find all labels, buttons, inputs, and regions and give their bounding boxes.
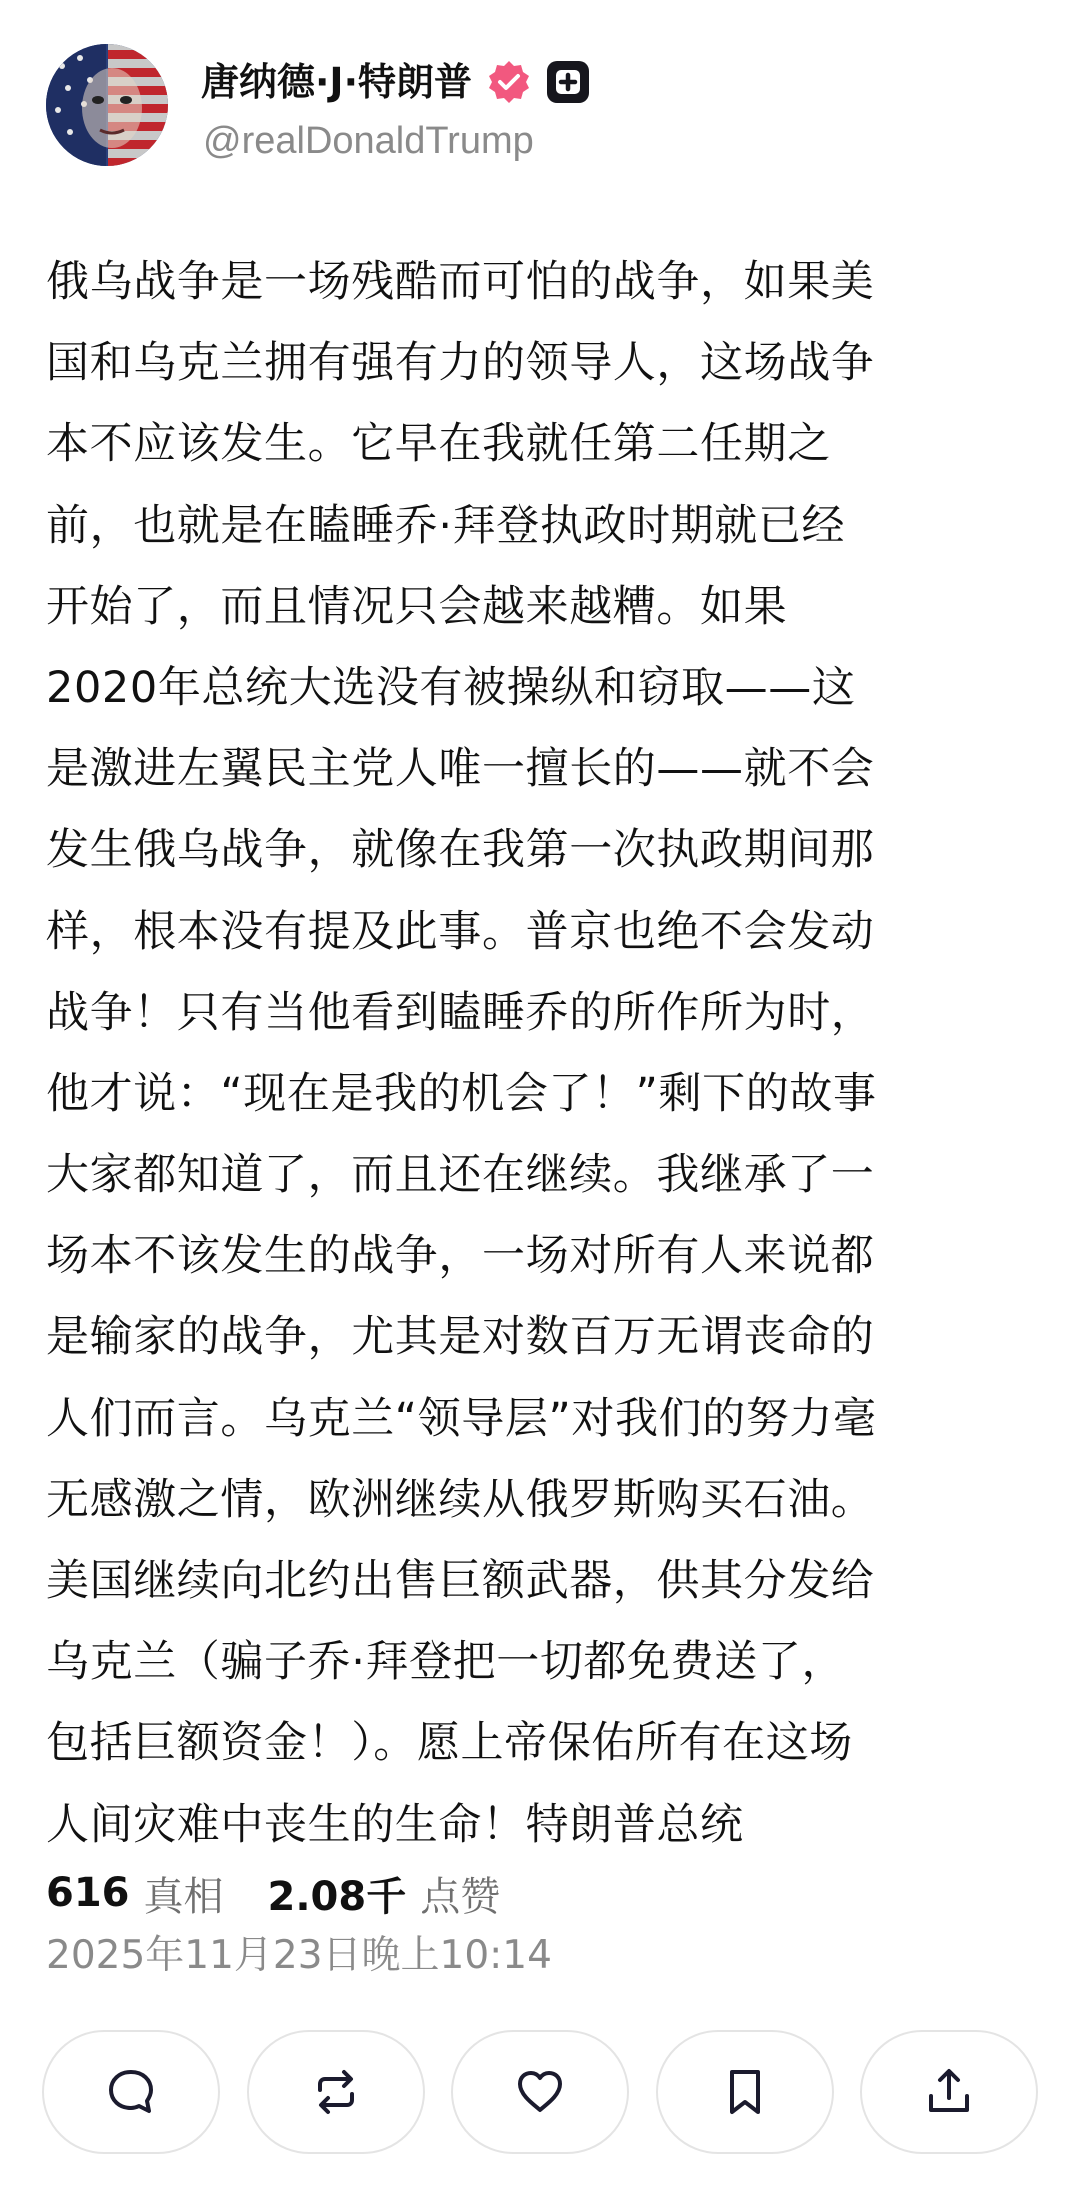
- post-text-line: 包括巨额资金！）。愿上帝保佑所有在这场: [46, 1718, 853, 1769]
- post-timestamp: 2025年11月23日晚上10:14: [46, 1933, 552, 1978]
- avatar[interactable]: [46, 44, 168, 166]
- repost-arrows-icon: [308, 2064, 364, 2120]
- post-text-line: 人间灾难中丧生的生命！特朗普总统: [46, 1799, 744, 1850]
- post-text-line: 人们而言。乌克兰“领导层”对我们的努力毫: [46, 1393, 877, 1444]
- post-text: [46, 242, 1044, 1866]
- post-text-line: 发生俄乌战争，就像在我第一次执政期间那: [46, 825, 875, 876]
- post-text-line: 战争！只有当他看到瞌睡乔的所作所为时，: [46, 987, 875, 1038]
- post-text-line: 国和乌克兰拥有强有力的领导人，这场战争: [46, 338, 875, 389]
- share-button[interactable]: [860, 2030, 1038, 2154]
- post-text-line: 前，也就是在瞌睡乔·拜登执政时期就已经: [46, 500, 846, 551]
- post-text-line: 是输家的战争，尤其是对数百万无谓丧命的: [46, 1312, 875, 1363]
- truths-count[interactable]: 616: [46, 1870, 130, 1916]
- likes-count[interactable]: 2.08千: [267, 1873, 407, 1920]
- retruth-button[interactable]: [247, 2030, 425, 2154]
- like-button[interactable]: [451, 2030, 629, 2154]
- reply-bubble-icon: [103, 2064, 159, 2120]
- post-text-line: 本不应该发生。它早在我就任第二任期之: [46, 419, 831, 470]
- post-text-line: 俄乌战争是一场残酷而可怕的战争，如果美: [46, 257, 875, 307]
- truths-label[interactable]: 真相: [143, 1873, 224, 1920]
- bookmark-icon: [717, 2064, 773, 2120]
- share-upload-icon: [921, 2064, 977, 2120]
- post-stats: [46, 1858, 544, 1928]
- post-text-line: 开始了，而且情况只会越来越糟。如果: [46, 581, 788, 632]
- plus-badge-icon: [546, 60, 590, 104]
- action-bar: [42, 2030, 1038, 2158]
- reply-button[interactable]: [42, 2030, 220, 2154]
- post-text-line: 无感激之情，欧洲继续从俄罗斯购买石油。: [46, 1474, 875, 1525]
- name-row: [201, 52, 590, 112]
- likes-label[interactable]: 点赞: [420, 1873, 501, 1920]
- post-text-line: 2020年总统大选没有被操纵和窃取——这: [46, 662, 856, 713]
- post-text-line: 美国继续向北约出售巨额武器，供其分发给: [46, 1556, 875, 1606]
- display-name[interactable]: 唐纳德·J·特朗普: [201, 60, 473, 104]
- post-text-line: 场本不该发生的战争，一场对所有人来说都: [46, 1231, 875, 1282]
- avatar-flag-portrait-image: [46, 44, 168, 166]
- bookmark-button[interactable]: [656, 2030, 834, 2154]
- heart-icon: [512, 2064, 568, 2120]
- post-text-line: 样，根本没有提及此事。普京也绝不会发动: [46, 906, 875, 957]
- post-text-line: 是激进左翼民主党人唯一擅长的——就不会: [46, 744, 875, 795]
- post-text-line: 他才说：“现在是我的机会了！”剩下的故事: [46, 1068, 877, 1119]
- post-text-line: 乌克兰（骗子乔·拜登把一切都免费送了，: [46, 1637, 846, 1688]
- post-text-line: 大家都知道了，而且还在继续。我继承了一: [46, 1150, 875, 1201]
- post-header: [46, 44, 1036, 169]
- verified-check-icon: [486, 59, 532, 105]
- user-handle[interactable]: @realDonaldTrump: [203, 120, 534, 162]
